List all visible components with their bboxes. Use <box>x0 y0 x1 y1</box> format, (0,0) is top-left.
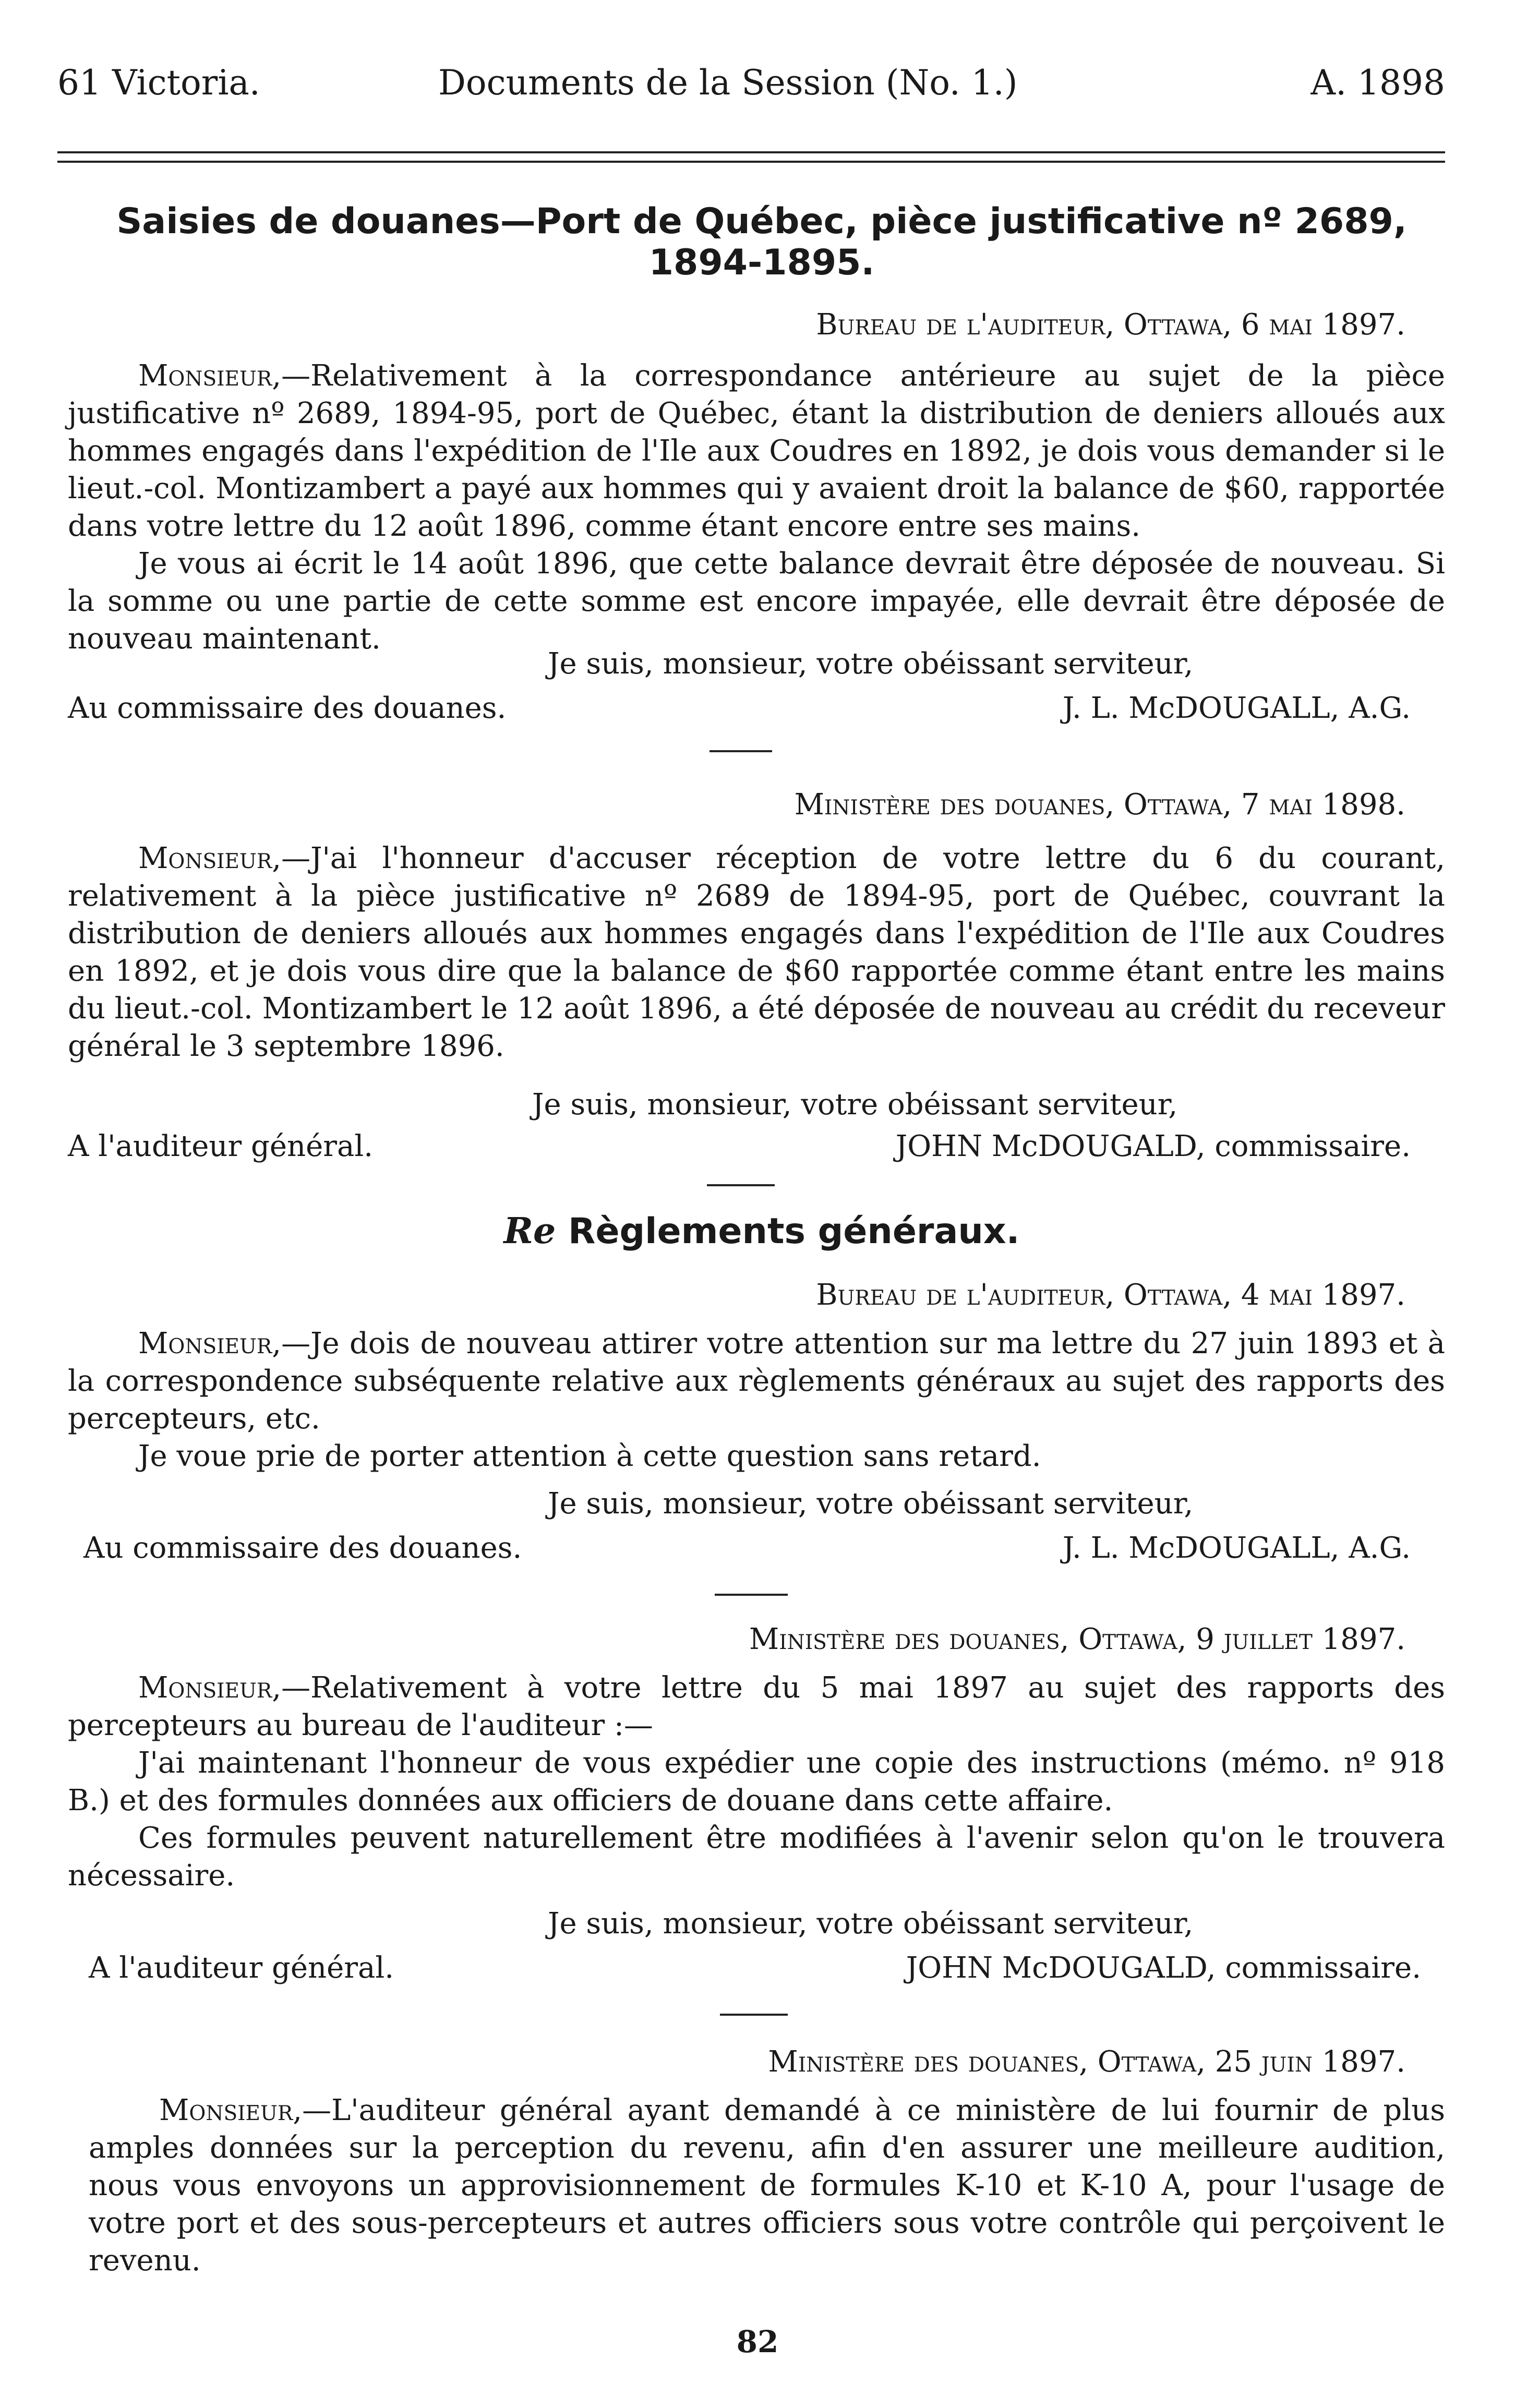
paragraph: —L'auditeur général ayant demandé à ce ministère de lui fournir de plus amples données sur la perception du revenu, afin d'en assurer une meilleure audition, nous vous envoyons un approvisionnement de formules K-10 et K-10 A, pour l'usage de votre port et des sous-percepteurs et autres officiers sous votre contrôle qui perçoivent le revenu. <box>89 2093 1445 2278</box>
section-title-regulations <box>83 1210 1440 1252</box>
paragraph: —Je dois de nouveau attirer votre attention sur ma lettre du 27 juin 1893 et à la correspondence subséquente relative aux règlements généraux au sujet des rapports des percepteurs, etc. <box>68 1327 1445 1436</box>
letter-closing: Je suis, monsieur, votre obéissant serviteur, <box>548 647 1194 681</box>
letter-closing: Je suis, monsieur, votre obéissant serviteur, <box>532 1088 1178 1122</box>
paragraph: Je vous ai écrit le 14 août 1896, que cette balance devrait être déposée de nouveau. Si la somme ou une partie de cette somme est encore impayée, elle devrait être déposée de nouveau maintenant. <box>68 547 1445 656</box>
letter-date: Ministère des douanes, Ottawa, 9 juillet 1897. <box>749 1622 1405 1656</box>
paragraph: —Relativement à la correspondance antérieure au sujet de la pièce justificative nº 2689, 1894-95, port de Québec, étant la distribution de deniers alloués aux hommes engagés dans l'expédition de l'Ile aux Coudres en 1892, je dois vous demander si le lieut.-col. Montizambert a payé aux hommes qui y avaient droit la balance de $60, rapportée dans votre lettre du 12 août 1896, comme étant encore entre ses mains. <box>68 359 1445 543</box>
letter-signature: JOHN McDOUGALD, commissaire. <box>895 1129 1411 1163</box>
letter-addressee: Au commissaire des douanes. <box>83 1531 522 1565</box>
letter-addressee: A l'auditeur général. <box>89 1951 394 1985</box>
section-title-seizures <box>83 201 1440 283</box>
salutation: Monsieur, <box>159 2093 303 2127</box>
header-document-title: Documents de la Session (No. 1.) <box>438 63 1018 103</box>
letter-closing: Je suis, monsieur, votre obéissant serviteur, <box>548 1487 1194 1521</box>
letter-body <box>68 1325 1445 1475</box>
salutation: Monsieur, <box>138 1671 282 1705</box>
paragraph: J'ai maintenant l'honneur de vous expédier une copie des instructions (mémo. nº 918 B.) et des formules données aux officiers de douane dans cette affaire. <box>68 1746 1445 1817</box>
paragraph: —J'ai l'honneur d'accuser réception de votre lettre du 6 du courant, relativement à la pièce justificative nº 2689 de 1894-95, port de Québec, couvrant la distribution de deniers alloués aux hommes engagés dans l'expédition de l'Ile aux Coudres en 1892, et je dois vous dire que la balance de $60 rapportée comme étant entre les mains du lieut.-col. Montizambert le 12 août 1896, a été déposée de nouveau au crédit du receveur général le 3 septembre 1896. <box>68 841 1445 1063</box>
paragraph: —Relativement à votre lettre du 5 mai 1897 au sujet des rapports des percepteurs au bureau de l'auditeur :— <box>68 1671 1445 1742</box>
letter-separator <box>715 1594 788 1596</box>
letter-closing: Je suis, monsieur, votre obéissant serviteur, <box>548 1907 1194 1941</box>
section-title-text: Règlements généraux. <box>568 1211 1020 1252</box>
letter-date: Bureau de l'auditeur, Ottawa, 6 mai 1897. <box>816 308 1405 342</box>
section-separator <box>707 1184 775 1186</box>
header-year: A. 1898 <box>1310 63 1445 103</box>
letter-separator <box>720 2014 788 2016</box>
letter-date: Bureau de l'auditeur, Ottawa, 4 mai 1897. <box>816 1278 1405 1312</box>
letter-body <box>89 2092 1445 2280</box>
letter-separator <box>710 750 772 752</box>
letter-body <box>68 357 1445 658</box>
header-double-rule <box>57 151 1445 163</box>
paragraph: Ces formules peuvent naturellement être modifiées à l'avenir selon qu'on le trouvera nécessaire. <box>68 1821 1445 1893</box>
letter-addressee: A l'auditeur général. <box>68 1129 374 1163</box>
letter-signature: JOHN McDOUGALD, commissaire. <box>906 1951 1421 1985</box>
letter-body <box>68 840 1445 1065</box>
salutation: Monsieur, <box>138 1327 282 1360</box>
letter-signature: J. L. McDOUGALL, A.G. <box>1062 1531 1411 1565</box>
section-title-line-1: Saisies de douanes—Port de Québec, pièce justificative nº 2689, <box>116 201 1407 242</box>
letter-signature: J. L. McDOUGALL, A.G. <box>1062 691 1411 725</box>
letter-date: Ministère des douanes, Ottawa, 25 juin 1897. <box>768 2045 1405 2079</box>
page-number: 82 <box>736 2324 779 2359</box>
paragraph: Je voue prie de porter attention à cette question sans retard. <box>138 1439 1041 1473</box>
header-session-volume: 61 Victoria. <box>57 63 260 103</box>
section-title-line-2: 1894-1895. <box>648 242 875 283</box>
letter-addressee: Au commissaire des douanes. <box>68 691 507 725</box>
salutation: Monsieur, <box>138 359 282 393</box>
salutation: Monsieur, <box>138 841 282 875</box>
page-header <box>57 63 1456 120</box>
section-title-prefix: Re <box>503 1210 556 1252</box>
letter-date: Ministère des douanes, Ottawa, 7 mai 1898. <box>794 788 1405 822</box>
letter-body <box>68 1669 1445 1895</box>
